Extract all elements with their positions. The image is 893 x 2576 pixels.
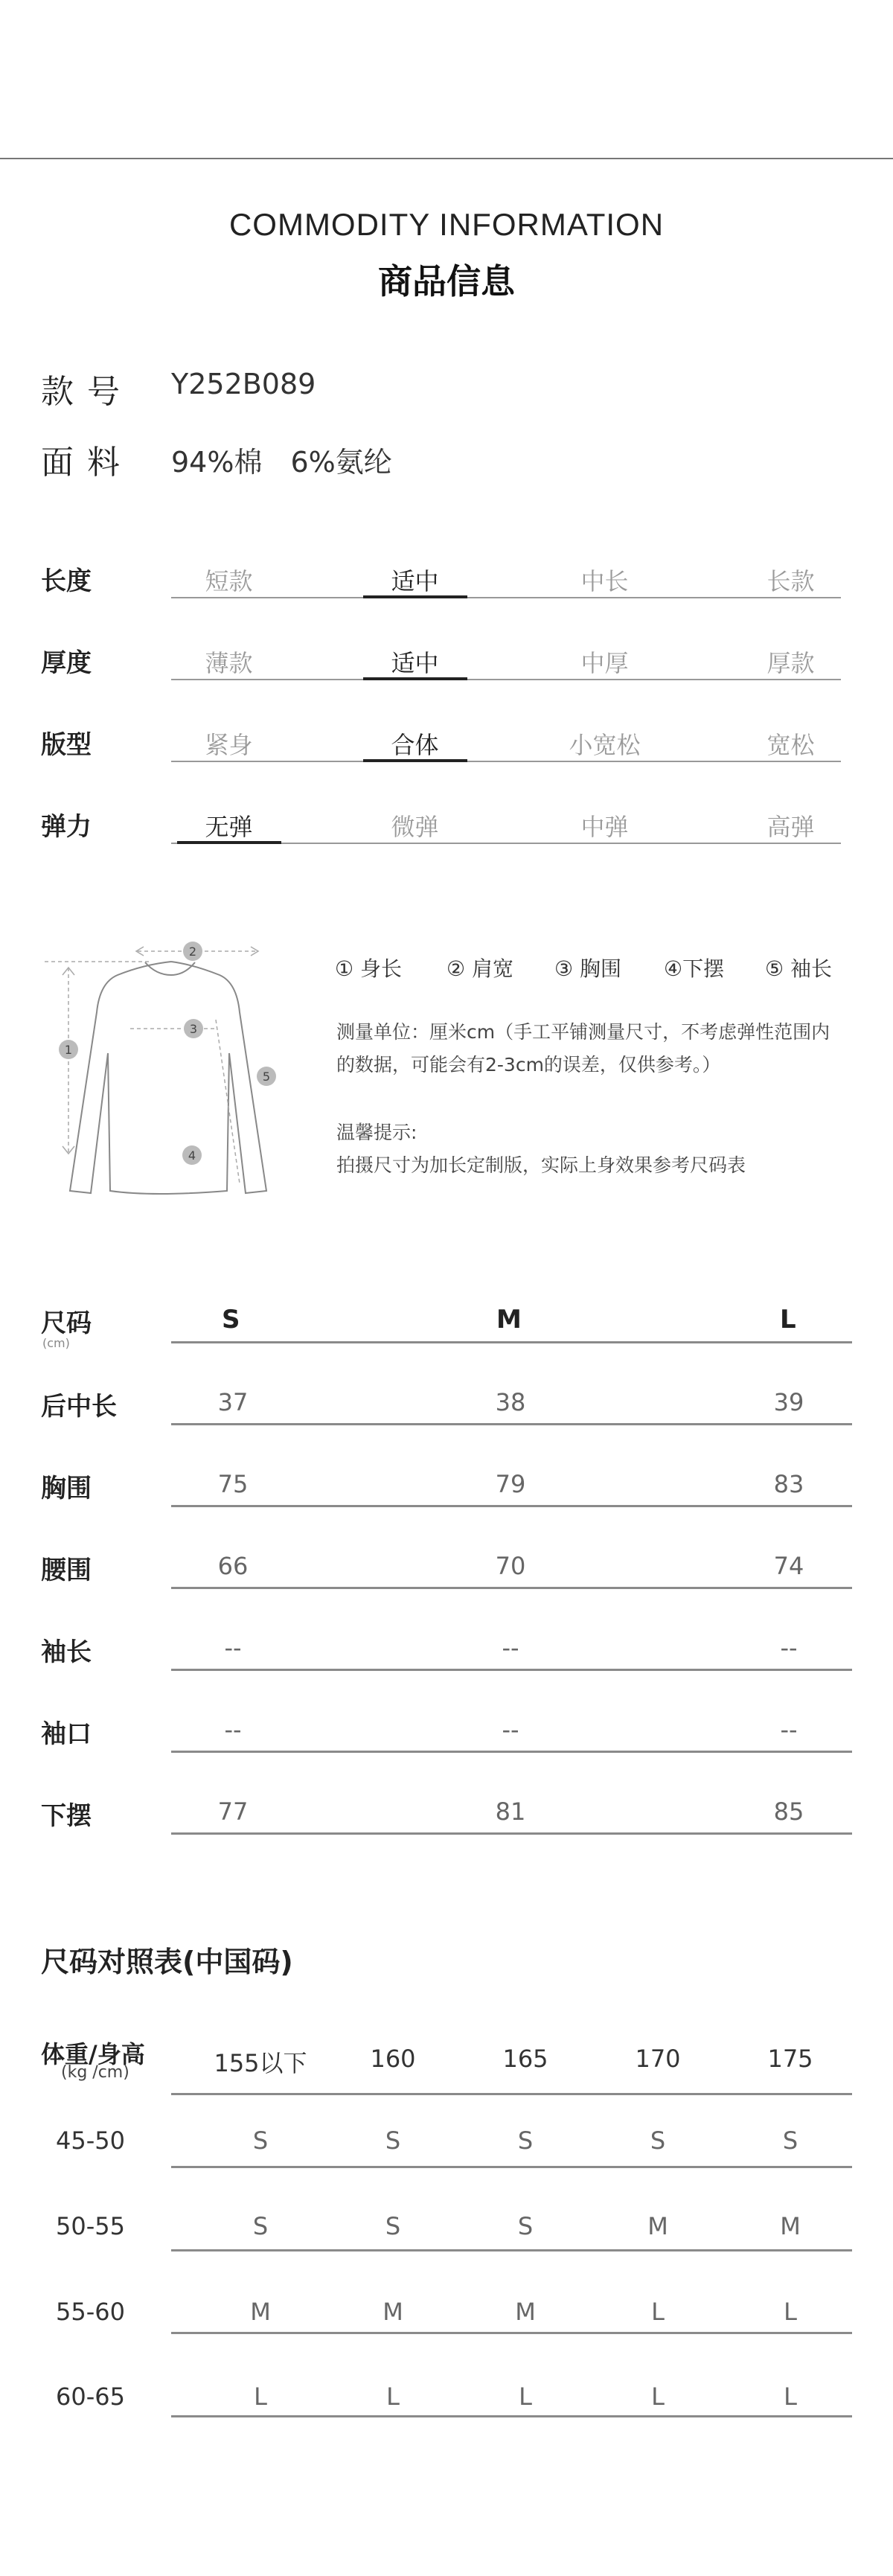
- chart-cell: M: [515, 2298, 536, 2326]
- legend-length: ① 身长: [335, 956, 403, 981]
- attr-option: 中长: [580, 567, 629, 595]
- legend-chest: ③ 胸围: [554, 956, 622, 981]
- size-cell: 38: [495, 1388, 526, 1416]
- chart-cell: M: [647, 2212, 668, 2240]
- tip-title: 温馨提示:: [336, 1122, 417, 1143]
- attr-option: 薄款: [205, 649, 253, 677]
- attr-label: 版型: [41, 730, 92, 760]
- height-header: 175: [767, 2045, 813, 2073]
- size-cell: 39: [773, 1388, 804, 1416]
- attr-selected-bar: [363, 677, 467, 680]
- chart-cell: L: [784, 2298, 797, 2326]
- size-cell: --: [502, 1634, 519, 1662]
- weight-label: 55-60: [56, 2298, 125, 2326]
- attr-option: 高弹: [766, 813, 815, 841]
- size-cell: --: [780, 1716, 798, 1744]
- size-chart-corner-unit: (kg /cm): [61, 2063, 129, 2082]
- marker-3: [184, 1019, 203, 1038]
- attr-option: 紧身: [205, 731, 253, 759]
- chart-cell: S: [517, 2212, 534, 2240]
- size-table-unit: (cm): [42, 1336, 70, 1350]
- size-cell: 75: [217, 1470, 249, 1498]
- chart-cell: L: [784, 2382, 797, 2411]
- fabric-label: 面料: [41, 444, 133, 482]
- size-cell: 83: [773, 1470, 804, 1498]
- chart-cell: L: [651, 2382, 665, 2411]
- table-rule: [171, 1505, 852, 1507]
- top-divider: [0, 158, 893, 159]
- chart-rule: [171, 2093, 852, 2095]
- chart-cell: L: [254, 2382, 267, 2411]
- chart-rule: [171, 2415, 852, 2417]
- chart-cell: L: [651, 2298, 665, 2326]
- attr-label: 长度: [41, 566, 92, 596]
- attr-option: 小宽松: [569, 731, 641, 759]
- svg-text:3: 3: [189, 1022, 198, 1036]
- table-rule: [171, 1341, 852, 1343]
- attr-option: 长款: [766, 567, 815, 595]
- chart-cell: L: [519, 2382, 532, 2411]
- svg-text:4: 4: [188, 1148, 196, 1163]
- chart-cell: S: [385, 2212, 401, 2240]
- attr-underline: [171, 679, 841, 680]
- size-header: L: [780, 1305, 796, 1335]
- chart-cell: S: [650, 2126, 666, 2155]
- size-cell: 85: [773, 1797, 804, 1826]
- height-header: 160: [370, 2045, 416, 2073]
- size-cell: 74: [773, 1552, 804, 1580]
- measure-note-line1: 测量单位：厘米cm（手工平铺测量尺寸，不考虑弹性范围内: [336, 1021, 830, 1043]
- tip-text: 拍摄尺寸为加长定制版，实际上身效果参考尺码表: [336, 1154, 746, 1176]
- table-rule: [171, 1751, 852, 1753]
- attr-option: 适中: [391, 649, 439, 677]
- attr-option: 微弹: [391, 813, 439, 841]
- style-number-label: 款号: [41, 373, 133, 411]
- measure-note-line2: 的数据，可能会有2-3cm的误差，仅供参考。）: [336, 1054, 721, 1076]
- attr-option: 厚款: [766, 649, 815, 677]
- height-header: 155以下: [214, 2049, 307, 2077]
- svg-text:5: 5: [262, 1070, 271, 1084]
- weight-label: 50-55: [56, 2212, 125, 2240]
- size-header: M: [496, 1305, 522, 1335]
- chart-cell: S: [252, 2212, 269, 2240]
- attr-selected-bar: [363, 759, 467, 762]
- size-cell: 77: [217, 1797, 249, 1826]
- legend-hem: ④下摆: [664, 956, 725, 981]
- legend-shoulder: ② 肩宽: [446, 956, 514, 981]
- size-cell: 37: [217, 1388, 249, 1416]
- attr-option: 短款: [205, 567, 253, 595]
- size-row-label: 腰围: [41, 1556, 92, 1585]
- size-cell: 66: [217, 1552, 249, 1580]
- size-row-label: 下摆: [41, 1801, 92, 1831]
- shirt-outline-icon: [70, 962, 266, 1194]
- size-cell: --: [224, 1716, 242, 1744]
- table-rule: [171, 1423, 852, 1425]
- size-cell: --: [224, 1634, 242, 1662]
- fabric-value: 94%棉 6%氨纶: [171, 446, 392, 479]
- legend-sleeve: ⑤ 袖长: [765, 956, 833, 981]
- size-cell: 79: [495, 1470, 526, 1498]
- chart-cell: S: [252, 2126, 269, 2155]
- table-rule: [171, 1669, 852, 1671]
- size-chart-title: 尺码对照表(中国码): [41, 1946, 293, 1978]
- size-row-label: 袖口: [41, 1719, 92, 1749]
- svg-text:2: 2: [188, 945, 197, 959]
- page-title: 商品信息: [378, 261, 515, 301]
- page-title-english: COMMODITY INFORMATION: [228, 207, 665, 242]
- chart-rule: [171, 2166, 852, 2168]
- size-cell: --: [502, 1716, 519, 1744]
- attr-underline: [171, 761, 841, 762]
- chart-cell: M: [383, 2298, 403, 2326]
- size-table-corner: 尺码: [41, 1308, 92, 1338]
- size-row-label: 袖长: [41, 1637, 92, 1667]
- size-cell: --: [780, 1634, 798, 1662]
- size-row-label: 胸围: [41, 1474, 92, 1503]
- size-chart-corner: 体重/身高: [41, 2040, 145, 2068]
- size-header: S: [222, 1305, 240, 1335]
- chart-rule: [171, 2332, 852, 2334]
- chart-cell: S: [517, 2126, 534, 2155]
- attr-option: 宽松: [766, 731, 815, 759]
- attr-label: 厚度: [41, 648, 92, 678]
- weight-label: 60-65: [56, 2382, 125, 2411]
- size-cell: 70: [495, 1552, 526, 1580]
- marker-1: [59, 1040, 78, 1059]
- table-rule: [171, 1832, 852, 1835]
- attr-selected-bar: [363, 595, 467, 598]
- attr-option: 适中: [391, 567, 439, 595]
- chart-cell: L: [386, 2382, 400, 2411]
- attr-label: 弹力: [41, 812, 92, 842]
- style-number-value: Y252B089: [171, 368, 316, 400]
- attr-selected-bar: [177, 841, 281, 844]
- attr-option: 中厚: [580, 649, 629, 677]
- chart-cell: S: [782, 2126, 798, 2155]
- table-rule: [171, 1587, 852, 1589]
- svg-text:1: 1: [64, 1043, 73, 1057]
- height-header: 165: [502, 2045, 548, 2073]
- attr-underline: [171, 597, 841, 598]
- attr-option: 无弹: [205, 813, 253, 841]
- marker-2: [183, 942, 202, 961]
- height-header: 170: [635, 2045, 681, 2073]
- chart-rule: [171, 2249, 852, 2251]
- attr-option: 中弹: [580, 813, 629, 841]
- size-row-label: 后中长: [41, 1392, 117, 1422]
- garment-diagram: [37, 930, 290, 1206]
- weight-label: 45-50: [56, 2126, 125, 2155]
- size-cell: 81: [495, 1797, 526, 1826]
- attr-option: 合体: [391, 731, 439, 759]
- marker-5: [257, 1067, 276, 1086]
- chart-cell: M: [780, 2212, 801, 2240]
- chart-cell: M: [250, 2298, 271, 2326]
- chart-cell: S: [385, 2126, 401, 2155]
- marker-4: [182, 1145, 202, 1165]
